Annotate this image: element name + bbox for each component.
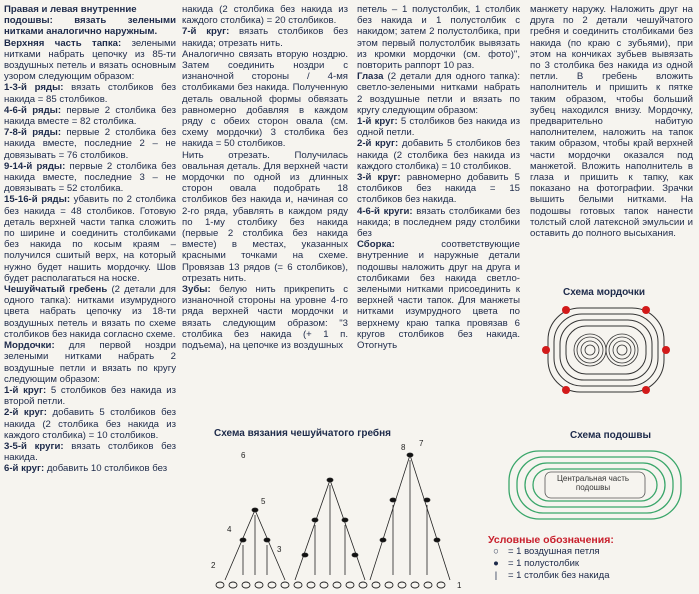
paragraph: 5 столбиков без накида из одной петли. — [357, 116, 521, 139]
sole-center-label: Центральная часть подошвы — [556, 474, 630, 492]
heading: Правая и левая внутренние — [4, 4, 137, 15]
paragraph: вязать столбиков без накида = 85 столбиков. — [4, 82, 176, 105]
text-column-2 — [182, 4, 348, 351]
heading: 2-й круг: — [4, 407, 47, 419]
muzzle-scheme-title: Схема мордочки — [563, 287, 645, 298]
paragraph: белую нить прикрепить с изнаночной стороны на уровне 4-го ряда верхней части мордочки и вязать следующим образом: "3 столбика без накида (+ 1 п. подъема), на цепочке из воздушных — [182, 284, 348, 352]
paragraph: (2 детали для одного тапка): нитками изумрудного цвета набрать цепочку из 18-ти воздушных петель и вязать по схеме столбиков без накида согласно схеме. — [4, 284, 176, 340]
heading: 1-3-й ряды: — [4, 82, 64, 94]
heading: Зубы: — [182, 284, 211, 296]
paragraph: вязать столбиков без накида. — [4, 440, 176, 464]
legend — [488, 534, 698, 582]
crest-row-label: 2 — [211, 561, 216, 570]
crest-row-label: 7 — [419, 440, 424, 448]
heading: 6-й круг: — [4, 463, 45, 475]
heading: 4-6-й ряды: — [4, 104, 62, 116]
half-stitch-icon: ● — [493, 558, 499, 569]
heading: Глаза — [357, 71, 384, 83]
heading: 4-6-й круги: — [357, 205, 413, 217]
crest-row-label: 3 — [277, 545, 282, 554]
heading: 3-й круг: — [357, 172, 401, 184]
muzzle-scheme — [536, 300, 676, 400]
heading: Мордочки: — [4, 340, 55, 352]
legend-label: = 1 столбик без накида — [508, 570, 610, 581]
paragraph: Нить отрезать. Получилась овальная деталь. Для верхней части мордочки по одной из длинных сторон овала подобрать 18 столбиков без накида и, начиная со 2-го ряда, убавлять в каждом ряду по 1-му столбику без накида (первые 2 столбика без накида вместе) в местах, указанных красными точками на схеме. Провязав 13 рядов (= 6 столбиков), отрезать нить. — [182, 149, 348, 284]
paragraph: убавить по 2 столбика без накида = 48 столбиков. Готовую деталь верхней части тапка сложить по ширине и соединить столбиками без накида по косым краям – получился сшитый верх, на который нужно будет нашить мордочку. Шов будет располагаться на носке. — [4, 194, 177, 284]
crest-scheme-title: Схема вязания чешуйчатого гребня — [214, 428, 391, 439]
heading: Сборка: — [357, 239, 395, 251]
red-dot-marker — [562, 386, 570, 394]
heading: 3-5-й круги: — [4, 440, 64, 452]
paragraph: (2 детали для одного тапка): светло-зелеными нитками набрать 2 воздушные петли и вязать по кругу следующим образом: — [357, 71, 520, 116]
legend-title: Условные обозначения: — [488, 534, 614, 546]
crest-scheme — [205, 440, 465, 590]
legend-label: = 1 полустолбик — [508, 558, 580, 569]
red-dot-marker — [662, 346, 670, 354]
red-dot-marker — [562, 306, 570, 314]
crest-row-label: 1 — [457, 581, 462, 590]
heading: 1-й круг: — [357, 116, 398, 128]
red-dot-marker — [542, 346, 550, 354]
heading: Верхняя часть тапка: — [4, 37, 122, 49]
heading: 15-16-й ряды: — [4, 194, 71, 206]
paragraph: соответствующие внутренние и наружные детали подошвы наложить друг на друга и столбиками без накида светло-зелеными нитками присоединить к верхней части тапок. Для манжеты нитками изумрудного цвета по верхнему краю тапка провязав 6 кругов столбиков без накида. Отогнуть — [357, 239, 520, 352]
paragraph: вязать столбиками без накида; в последнем ряду столбики без — [357, 205, 520, 240]
paragraph: первые 2 столбика без накида вместе, последние 2 – не довязывать = 76 столбиков. — [4, 127, 176, 161]
paragraph: Аналогично связать вторую ноздрю. Затем соединить ноздри с изнаночной стороны / 4-мя столбиками без накида. Полученную деталь овальной формы обвязать равномерно добавляя в каждом ряду с обеих сторон овала (см. схему мордочки) 3 столбика без накида = 50 столбиков. — [182, 48, 348, 150]
crest-row-label: 8 — [401, 443, 406, 452]
crest-row-label: 4 — [227, 525, 232, 534]
text-column-1 — [4, 4, 176, 475]
paragraph: добавить 10 столбиков без — [46, 463, 168, 475]
paragraph: вязать столбиков без накида; отрезать нить. — [182, 26, 348, 49]
sole-scheme-title: Схема подошвы — [570, 430, 652, 441]
heading: 1-й круг: — [4, 384, 47, 396]
text-column-4 — [530, 4, 693, 239]
heading: 7-й круг: — [182, 26, 230, 38]
heading: Чешуйчатый гребень — [4, 284, 108, 296]
crest-row-label: 5 — [261, 497, 266, 506]
paragraph: подошвы: вязать зелеными нитками аналогично наружным. — [4, 15, 176, 38]
paragraph: для первой ноздри зелеными нитками набрать 2 воздушные петли и вязать по кругу следующим образом: — [4, 340, 177, 385]
legend-item — [488, 570, 698, 582]
heading: 7-8-й ряды: — [4, 127, 62, 139]
legend-item — [488, 558, 698, 570]
heading: 9-14-й ряды: — [4, 160, 66, 172]
crest-row-label: 6 — [241, 451, 246, 460]
paragraph: добавить 5 столбиков без накида (2 столбика без накида из каждого столбика) = 10 столбиков. — [4, 407, 176, 441]
paragraph: добавить 5 столбиков без накида (2 столбика без накида из каждого столбика) = 10 столбиков. — [357, 138, 521, 172]
legend-label: = 1 воздушная петля — [508, 546, 600, 557]
single-crochet-icon: | — [494, 570, 498, 581]
paragraph: первые 2 столбика без накида вместе, последние 3 – не довязывать = 52 столбика. — [4, 160, 176, 195]
paragraph: петель – 1 полустолбик, 1 столбик без накида и 1 полустолбик с накидом; затем 2 полустолбика, при этом первый полустолбик вывязать из кромки мордочки (см. фото)", повторить раппорт 10 раз. — [357, 4, 520, 72]
paragraph: равномерно добавить 5 столбиков без накида = 15 столбиков без накида. — [357, 172, 520, 206]
legend-item — [488, 546, 698, 558]
text-column-3 — [357, 4, 520, 351]
paragraph: манжету наружу. Наложить друг на друга по 2 детали чешуйчатого гребня и соединить столбиками без накида (по краю с зубьями), при этом на кончиках зубьев вывязать по 3 столбика без накида из одной петли. В гребень вложить наполнитель и пришить к пятке таким образом, чтобы больший зубец находился внизу. Мордочку, предварительно набитую наполнителем, наложить на тапок таким образом, чтобы край верхней части мордочки оказался под манжетой. Вложить наполнитель в глаза и пришить к тапку, как показано на фотографии. Зрачки вышить белыми нитками. На подошвы готовых тапок нанести толстый слой латексной эмульсии и оставить до полного высыхания. — [530, 4, 693, 240]
paragraph: первые 2 столбика без накида вместе = 82 столбика. — [4, 104, 176, 128]
paragraph: 5 столбиков без накида из второй петли. — [4, 384, 177, 408]
paragraph: зелеными нитками набрать цепочку из 85-ти воздушных петель и вязать основным узором следующим образом: — [4, 37, 177, 83]
paragraph: накида (2 столбика без накида из каждого столбика) = 20 столбиков. — [182, 4, 348, 27]
red-dot-marker — [642, 306, 650, 314]
red-dot-marker — [642, 386, 650, 394]
chain-stitch-icon: ○ — [493, 546, 499, 557]
heading: 2-й круг: — [357, 138, 399, 150]
